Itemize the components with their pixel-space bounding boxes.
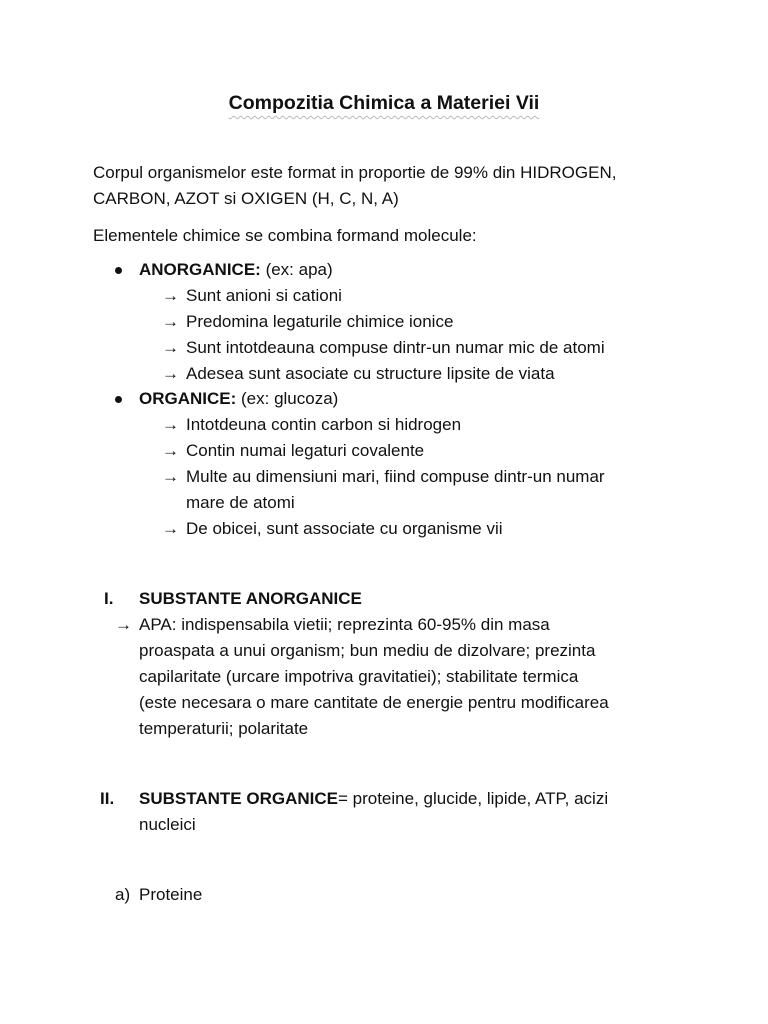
anorganice-item: [162, 362, 555, 386]
section-1-numeral: I.: [104, 589, 114, 608]
section-1-line: temperaturii; polaritate: [139, 719, 309, 738]
organice-item-text: Intotdeuna contin carbon si hidrogen: [186, 415, 462, 434]
organice-item: [162, 517, 503, 541]
section-1-line-text: APA: indispensabila vietii; reprezinta 60-95% din masa: [139, 615, 550, 634]
right-arrow-icon: →: [162, 338, 179, 357]
bullet-organice-example: (ex: glucoza): [236, 389, 339, 408]
intro-line-2: CARBON, AZOT si OXIGEN (H, C, N, A): [93, 189, 399, 208]
organice-item-text: Contin numai legaturi covalente: [186, 441, 425, 460]
anorganice-item-text: Sunt intotdeauna compuse dintr-un numar mic de atomi: [186, 338, 605, 357]
organice-item: [162, 465, 605, 489]
subsection-a-marker: a): [115, 885, 131, 904]
section-1-heading: SUBSTANTE ANORGANICE: [139, 589, 362, 608]
section-1-line: proaspata a unui organism; bun mediu de dizolvare; prezinta: [139, 641, 596, 660]
right-arrow-icon: →: [162, 364, 179, 383]
organice-item-text: Multe au dimensiuni mari, fiind compuse dintr-un numar: [186, 467, 605, 486]
organice-item-text: De obicei, sunt associate cu organisme vii: [186, 519, 503, 538]
document-title: Compozitia Chimica a Materiei Vii: [228, 92, 540, 114]
molecules-intro: Elementele chimice se combina formand molecule:: [93, 226, 477, 245]
right-arrow-icon: →: [162, 286, 179, 305]
section-1-line: [115, 613, 550, 637]
section-2-line-1: [139, 787, 608, 811]
anorganice-item-text: Sunt anioni si cationi: [186, 286, 342, 305]
anorganice-item-text: Predomina legaturile chimice ionice: [186, 312, 454, 331]
subsection-a-label: Proteine: [139, 885, 203, 904]
right-arrow-icon: →: [162, 519, 179, 538]
bullet-anorganice-example: (ex: apa): [260, 260, 333, 279]
section-2-numeral: II.: [100, 789, 115, 808]
bullet-organice: [139, 387, 338, 411]
section-2-rest: = proteine, glucide, lipide, ATP, acizi: [337, 789, 609, 808]
organice-item: [162, 439, 424, 463]
bullet-organice-label: ORGANICE:: [139, 389, 237, 408]
right-arrow-icon: →: [162, 441, 179, 460]
bullet-anorganice-label: ANORGANICE:: [139, 260, 261, 279]
title-container: [0, 90, 768, 116]
organice-item-continuation: mare de atomi: [186, 493, 295, 512]
anorganice-item: [162, 310, 453, 334]
anorganice-item: [162, 336, 605, 360]
anorganice-item-text: Adesea sunt asociate cu structure lipsite de viata: [186, 364, 555, 383]
right-arrow-icon: →: [162, 415, 179, 434]
intro-line-1: Corpul organismelor este format in proportie de 99% din HIDROGEN,: [93, 163, 617, 182]
right-arrow-icon: →: [115, 615, 132, 634]
section-2-line-2: nucleici: [139, 815, 196, 834]
bullet-anorganice: [139, 258, 333, 282]
organice-item: [162, 413, 461, 437]
bullet-dot: [115, 396, 122, 403]
right-arrow-icon: →: [162, 312, 179, 331]
anorganice-item: [162, 284, 342, 308]
section-1-line: (este necesara o mare cantitate de energie pentru modificarea: [139, 693, 609, 712]
bullet-dot: [115, 267, 122, 274]
section-2-heading: SUBSTANTE ORGANICE: [139, 789, 338, 808]
section-1-line: capilaritate (urcare impotriva gravitatiei); stabilitate termica: [139, 667, 579, 686]
right-arrow-icon: →: [162, 467, 179, 486]
